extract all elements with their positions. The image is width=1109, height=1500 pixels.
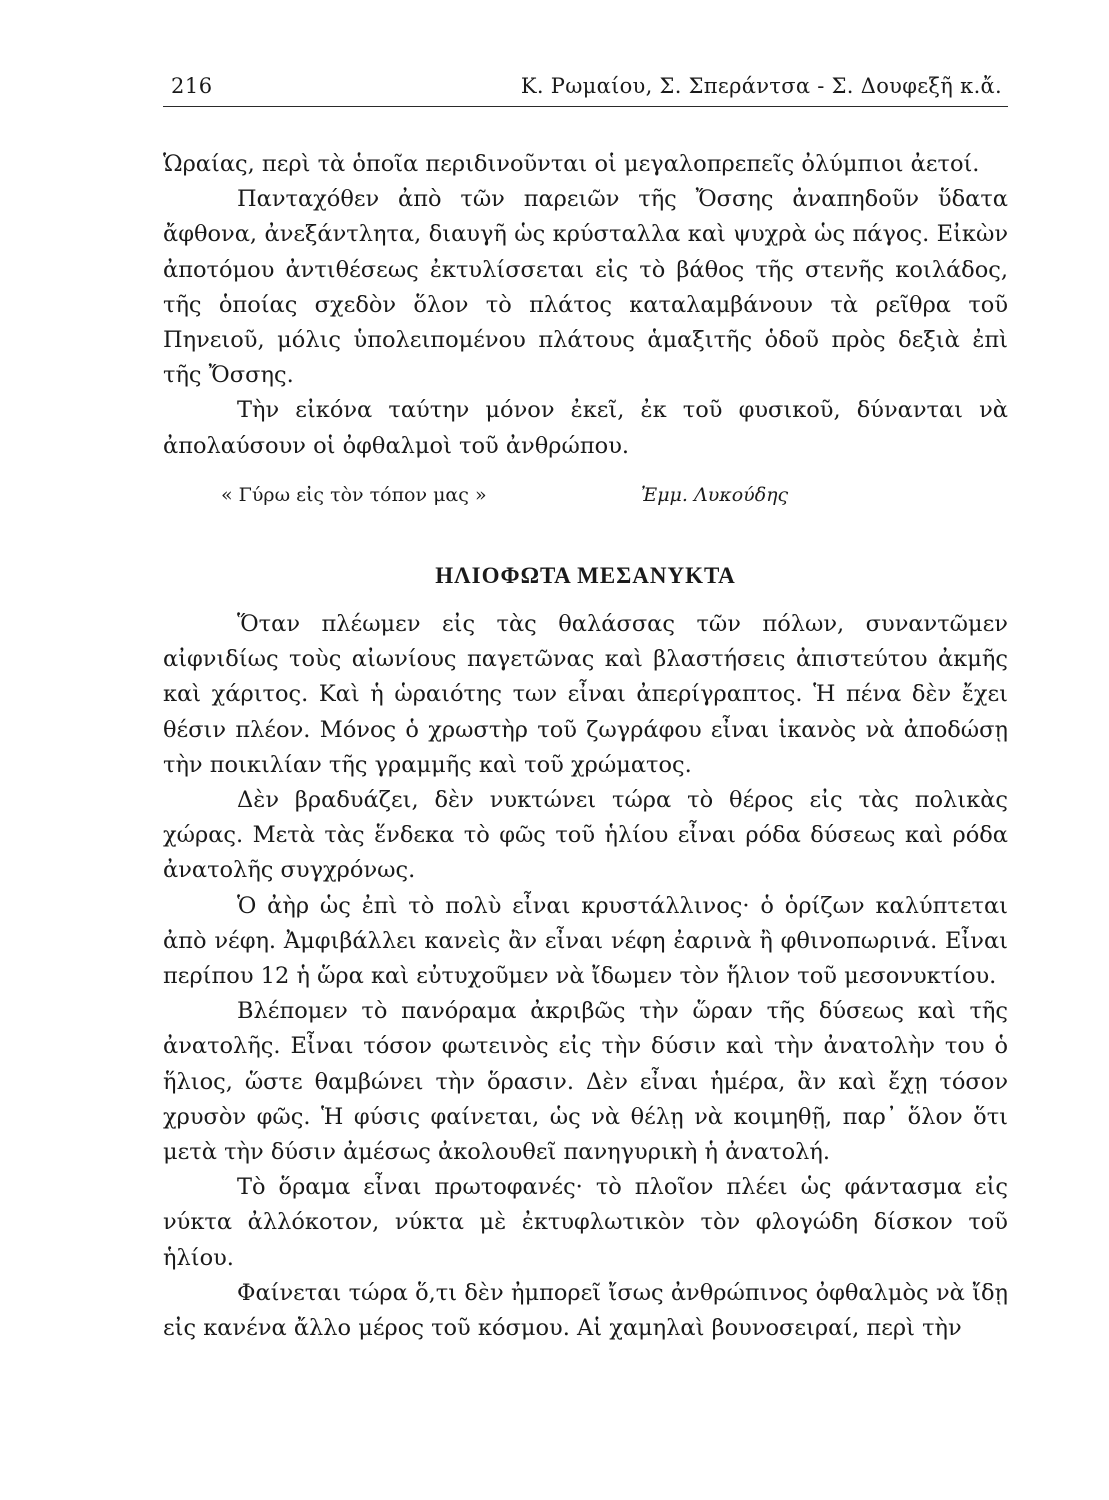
section-paragraph: Φαίνεται τώρα ὅ,τι δὲν ἠμπορεῖ ἴσως ἀνθρώπινος ὀφθαλμὸς νὰ ἴδῃ εἰς κανένα ἄλλο μέρος τοῦ κόσμου. Αἱ χαμηλαὶ βουνοσειραί, περὶ τὴν bbox=[163, 1279, 1008, 1342]
intro-paragraph: Ὡραίας, περὶ τὰ ὁποῖα περιδινοῦνται οἱ μεγαλοπρεπεῖς ὀλύμπιοι ἀετοί. bbox=[163, 151, 980, 177]
section-paragraph: Ὅταν πλέωμεν εἰς τὰς θαλάσσας τῶν πόλων, συναντῶμεν αἰφνιδίως τοὺς αἰωνίους παγετῶνας καὶ βλαστήσεις ἀπιστεύτου ἀκμῆς καὶ χάριτος. Καὶ ἡ ὡραιότης των εἶναι ἀπερίγραπτος. Ἡ πένα δὲν ἔχει θέσιν πλέον. Μόνος ὁ χρωστὴρ τοῦ ζωγράφου εἶναι ἱκανὸς νὰ ἀποδώσῃ τὴν ποικιλίαν τῆς γραμμῆς καὶ τοῦ χρώματος. bbox=[163, 611, 1008, 778]
citation-source: « Γύρω εἰς τὸν τόπον μας » bbox=[221, 483, 487, 506]
section-paragraph: Ὁ ἀὴρ ὡς ἐπὶ τὸ πολὺ εἶναι κρυστάλλινος· ὁ ὁρίζων καλύπτεται ἀπὸ νέφη. Ἀμφιβάλλει κανεὶς ἂν εἶναι νέφη ἐαρινὰ ἢ φθινοπωρινά. Εἶναι περίπου 12 ἡ ὥρα καὶ εὐτυχοῦμεν νὰ ἴδωμεν τὸν ἥλιον τοῦ μεσονυκτίου. bbox=[163, 892, 1008, 990]
section-paragraph: Βλέπομεν τὸ πανόραμα ἀκριβῶς τὴν ὥραν τῆς δύσεως καὶ τῆς ἀνατολῆς. Εἶναι τόσον φωτεινὸς εἰς τὴν δύσιν καὶ τὴν ἀνατολὴν του ὁ ἥλιος, ὥστε θαμβώνει τὴν ὅρασιν. Δὲν εἶναι ἡμέρα, ἂν καὶ ἔχῃ τόσον χρυσὸν φῶς. Ἡ φύσις φαίνεται, ὡς νὰ θέλῃ νὰ κοιμηθῇ, παρ᾽ ὅλον ὅτι μετὰ τὴν δύσιν ἀμέσως ἀκολουθεῖ πανηγυρικὴ ἡ ἀνατολή. bbox=[163, 998, 1008, 1166]
section-paragraph: Δὲν βραδυάζει, δὲν νυκτώνει τώρα τὸ θέρος εἰς τὰς πολικὰς χώρας. Μετὰ τὰς ἕνδεκα τὸ φῶς τοῦ ἡλίου εἶναι ρόδα δύσεως καὶ ρόδα ἀνατολῆς συγχρόνως. bbox=[163, 787, 1008, 884]
intro-paragraph: Τὴν εἰκόνα ταύτην μόνον ἐκεῖ, ἐκ τοῦ φυσικοῦ, δύνανται νὰ ἀπολαύσουν οἱ ὀφθαλμοὶ τοῦ ἀνθρώπου. bbox=[163, 397, 1008, 459]
book-page bbox=[163, 60, 1008, 1342]
citation bbox=[163, 470, 1008, 510]
page-number: 216 bbox=[171, 74, 213, 98]
body-text bbox=[163, 147, 1008, 1346]
intro-paragraph: Πανταχόθεν ἀπὸ τῶν παρειῶν τῆς Ὄσσης ἀναπηδοῦν ὕδατα ἄφθονα, ἀνεξάντλητα, διαυγῆ ὡς κρύσταλλα καὶ ψυχρὰ ὡς πάγος. Εἰκὼν ἀποτόμου ἀντιθέσεως ἐκτυλίσσεται εἰς τὸ βάθος τῆς στενῆς κοιλάδος, τῆς ὁποίας σχεδὸν ὅλον τὸ πλάτος καταλαμβάνουν τὰ ρεῖθρα τοῦ Πηνειοῦ, μόλις ὑπολειπομένου πλάτους ἁμαξιτῆς ὁδοῦ πρὸς δεξιὰ ἐπὶ τῆς Ὄσσης. bbox=[163, 186, 1008, 389]
section-title: ΗΛΙΟΦΩΤΑ ΜΕΣΑΝΥΚΤΑ bbox=[435, 562, 736, 588]
running-head: Κ. Ρωμαίου, Σ. Σπεράντσα - Σ. Δουφεξῆ κ.ἄ. bbox=[520, 74, 1002, 98]
section-paragraph: Τὸ ὅραμα εἶναι πρωτοφανές· τὸ πλοῖον πλέει ὡς φάντασμα εἰς νύκτα ἀλλόκοτον, νύκτα μὲ ἐκτυφλωτικὸν τὸν φλογώδη δίσκον τοῦ ἡλίου. bbox=[163, 1174, 1008, 1271]
page-header bbox=[163, 60, 1008, 107]
citation-author: Ἐμμ. Λυκούδης bbox=[641, 483, 789, 506]
